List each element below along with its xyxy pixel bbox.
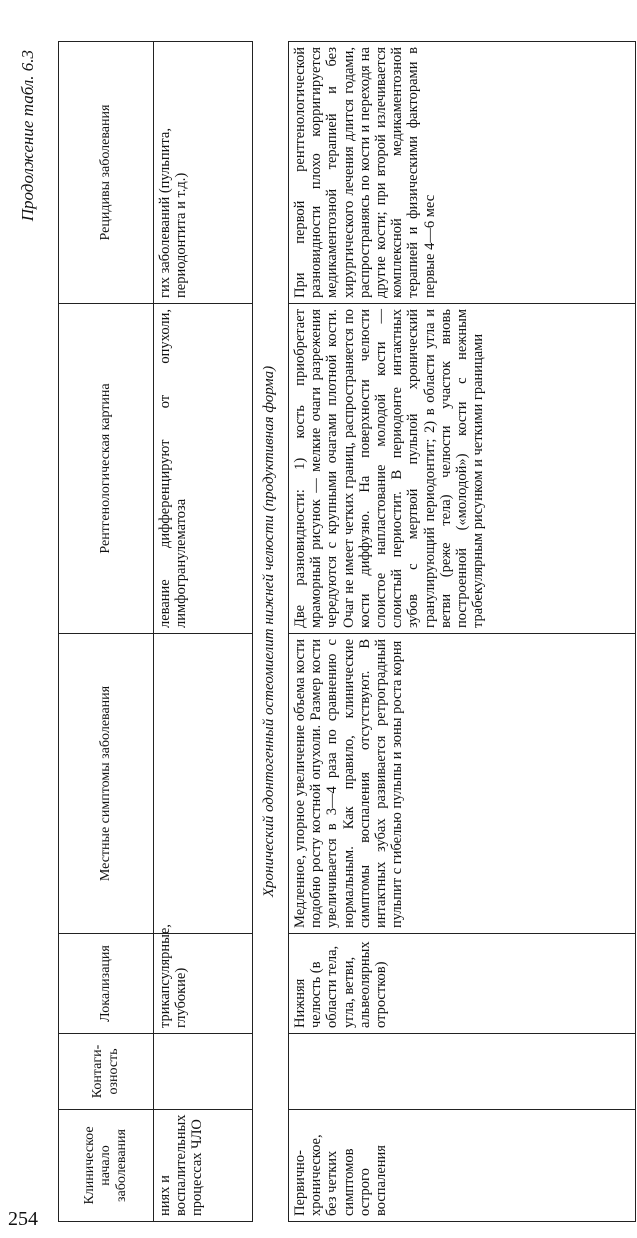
cell-relapses: При первой рентгенологической разновидности плохо корригируется медикаментозной терапией и без хирургического лечения длится годами, распространяясь по кости и переходя на другие кости; при второй излечивается комплексной медикаментозной терапией и физическими факторами в первые 4—6 мес — [288, 42, 635, 304]
header-localization: Локализация — [59, 934, 154, 1034]
cell-localization: трикапсулярные, глубокие) — [154, 934, 253, 1034]
header-xray-picture: Рентгенологическая картина — [59, 304, 154, 634]
cell-contagiousness — [154, 1034, 253, 1110]
table-header-row — [59, 42, 154, 1222]
rotated-page-content — [18, 42, 618, 1222]
header-local-symptoms: Местные симптомы заболевания — [59, 634, 154, 934]
cell-clinical-onset: Первично-хроническое, без четких симптомов острого воспаления — [288, 1110, 635, 1222]
symptoms-table — [58, 41, 636, 1222]
cell-localization: Нижняя челюсть (в области тела, угла, ветви, альвеолярных отростков) — [288, 934, 635, 1034]
header-contagiousness: Контаги-озность — [59, 1034, 154, 1110]
section-title-row — [253, 42, 289, 1222]
continuation-caption: Продолжение табл. 6.3 — [18, 50, 37, 222]
cell-xray-picture: левание дифференцируют от опухоли, лимфогранулематоза — [154, 304, 253, 634]
cell-contagiousness — [288, 1034, 635, 1110]
table-row-osteomyelitis — [288, 42, 635, 1222]
table-row-continued — [154, 42, 253, 1222]
header-clinical-onset: Клиническое начало заболевания — [59, 1110, 154, 1222]
cell-clinical-onset: ниях и воспалительных процессах ЧЛО — [154, 1110, 253, 1222]
cell-relapses: гих заболеваний (пульпита, периодонтита и т.д.) — [154, 42, 253, 304]
page-number: 254 — [8, 1208, 38, 1230]
cell-xray-picture: Две разновидности: 1) кость приобретает мраморный рисунок — мелкие очаги разрежения чередуются с крупными очагами плотной кости. Очаг не имеет четких границ, распространяется по кости диффузно. На поверхности челюсти слоистое напластование молодой кости — слоистый периостит. В периодонте интактных зубов с мертвой пульпой хронический гранулирующий периодонтит; 2) в области угла и ветви (реже тела) челюсти участок вновь построенной («молодой») кости с нежным трабекулярным рисунком и четкими границами — [288, 304, 635, 634]
cell-local-symptoms — [154, 634, 253, 934]
section-title: Хронический одонтогенный остеомиелит нижней челюсти (продуктивная форма) — [261, 365, 277, 898]
header-relapses: Рецидивы заболевания — [59, 42, 154, 304]
cell-local-symptoms: Медленное, упорное увеличение объема кости подобно росту костной опухоли. Размер кости увеличивается в 3—4 раза по сравнению с нормальным. Как правило, клинические симптомы воспаления отсутствуют. В интактных зубах развивается ретроградный пульпит с гибелью пульпы и зоны роста корня — [288, 634, 635, 934]
